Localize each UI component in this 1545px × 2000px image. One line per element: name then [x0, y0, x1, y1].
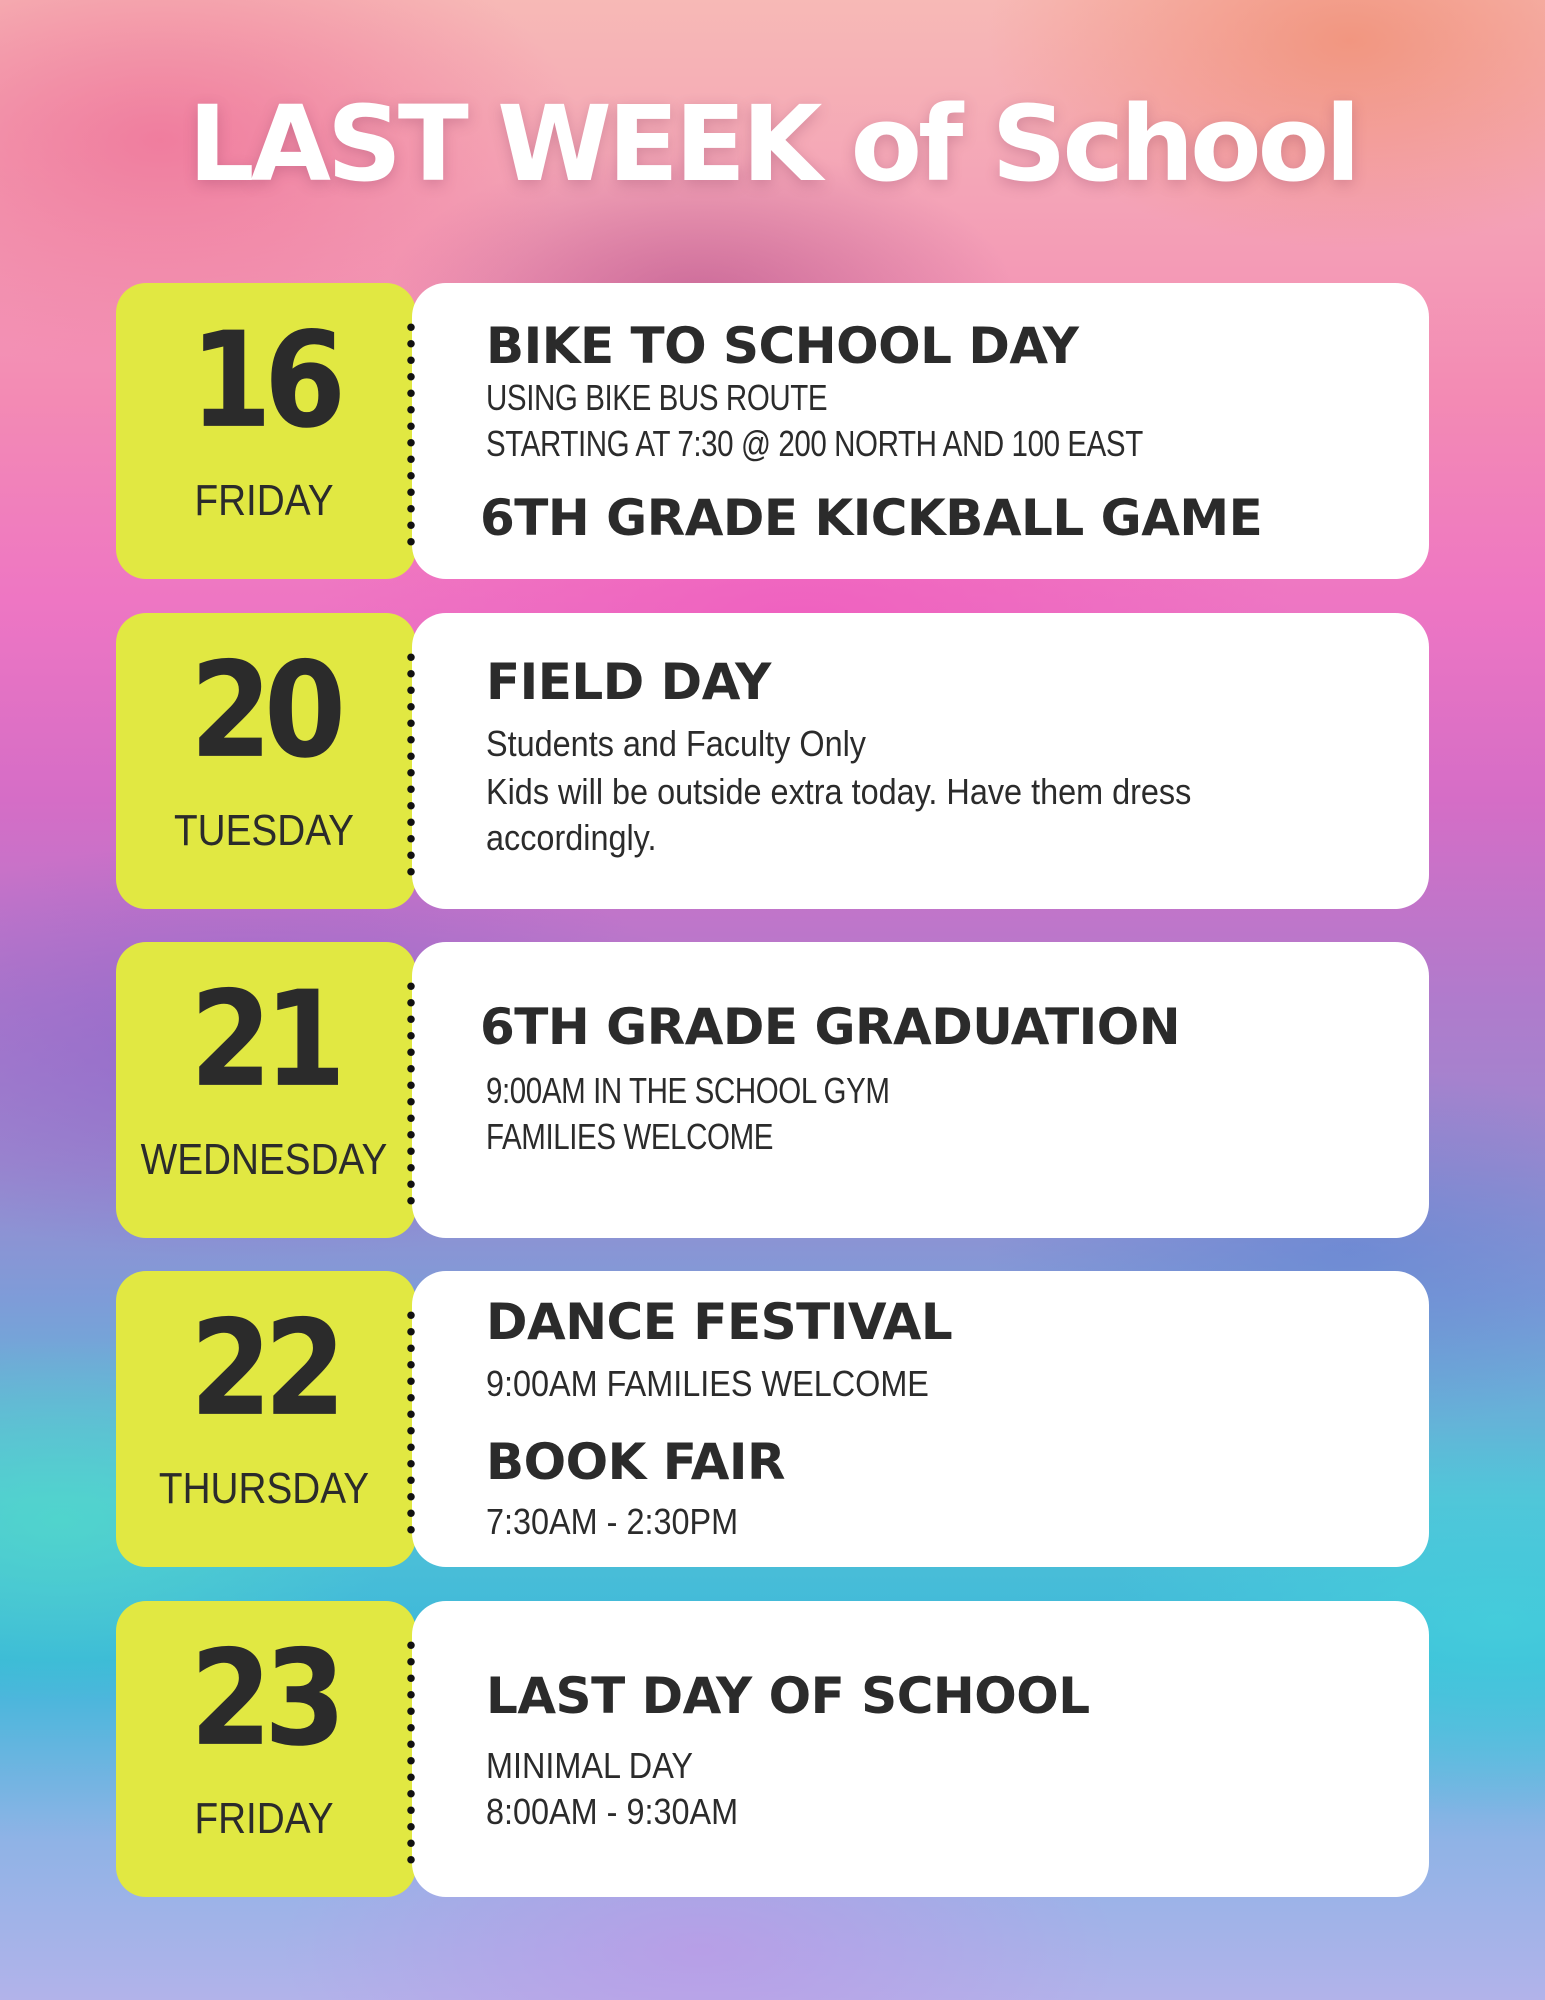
- event-title: LAST DAY OF SCHOOL: [486, 1667, 1090, 1725]
- event-detail: 9:00AM FAMILIES WELCOME: [486, 1363, 929, 1404]
- event-title: 6TH GRADE GRADUATION: [480, 998, 1181, 1056]
- event-detail: 8:00AM - 9:30AM: [486, 1791, 739, 1832]
- date-number: 16: [189, 302, 339, 458]
- schedule-row-20: [116, 613, 1429, 909]
- event-card: [412, 283, 1429, 579]
- schedule-row-23: [116, 1601, 1429, 1897]
- date-badge: [116, 942, 416, 1238]
- schedule-row-22: [116, 1271, 1429, 1567]
- event-title: BOOK FAIR: [486, 1433, 785, 1491]
- date-badge: [116, 613, 416, 909]
- weekday-label: WEDNESDAY: [140, 1135, 388, 1184]
- event-card: [412, 1271, 1429, 1567]
- dotted-divider: [406, 649, 416, 879]
- weekday-label: THURSDAY: [158, 1464, 370, 1513]
- event-card: [412, 613, 1429, 909]
- event-detail: 9:00AM IN THE SCHOOL GYM: [486, 1070, 890, 1111]
- date-badge: [116, 283, 416, 579]
- event-detail: STARTING AT 7:30 @ 200 NORTH AND 100 EAST: [486, 423, 1143, 464]
- dotted-divider: [406, 978, 416, 1208]
- dotted-divider: [406, 1307, 416, 1537]
- dotted-divider: [406, 1637, 416, 1867]
- weekday-label: TUESDAY: [173, 806, 355, 855]
- weekday-label: FRIDAY: [194, 1794, 334, 1843]
- event-card: [412, 942, 1429, 1238]
- date-number: 20: [189, 632, 339, 788]
- event-card: [412, 1601, 1429, 1897]
- date-badge: [116, 1271, 416, 1567]
- event-detail: 7:30AM - 2:30PM: [486, 1501, 739, 1542]
- event-title: FIELD DAY: [486, 653, 771, 711]
- date-number: 21: [189, 961, 339, 1117]
- event-detail: USING BIKE BUS ROUTE: [486, 377, 828, 418]
- weekday-label: FRIDAY: [194, 476, 334, 525]
- event-detail: Students and Faculty Only: [486, 723, 867, 764]
- event-title: DANCE FESTIVAL: [486, 1293, 953, 1351]
- event-detail: FAMILIES WELCOME: [486, 1116, 774, 1157]
- schedule-row-21: [116, 942, 1429, 1238]
- event-title: 6TH GRADE KICKBALL GAME: [480, 489, 1263, 547]
- dotted-divider: [406, 319, 416, 549]
- event-detail: MINIMAL DAY: [486, 1745, 694, 1786]
- date-number: 22: [189, 1290, 339, 1446]
- page-title: LAST WEEK of School: [188, 83, 1357, 205]
- date-badge: [116, 1601, 416, 1897]
- date-number: 23: [189, 1620, 339, 1776]
- event-detail: Kids will be outside extra today. Have them dress: [486, 771, 1192, 812]
- event-detail: accordingly.: [486, 817, 657, 858]
- event-title: BIKE TO SCHOOL DAY: [486, 317, 1079, 375]
- schedule-row-16: [116, 283, 1429, 579]
